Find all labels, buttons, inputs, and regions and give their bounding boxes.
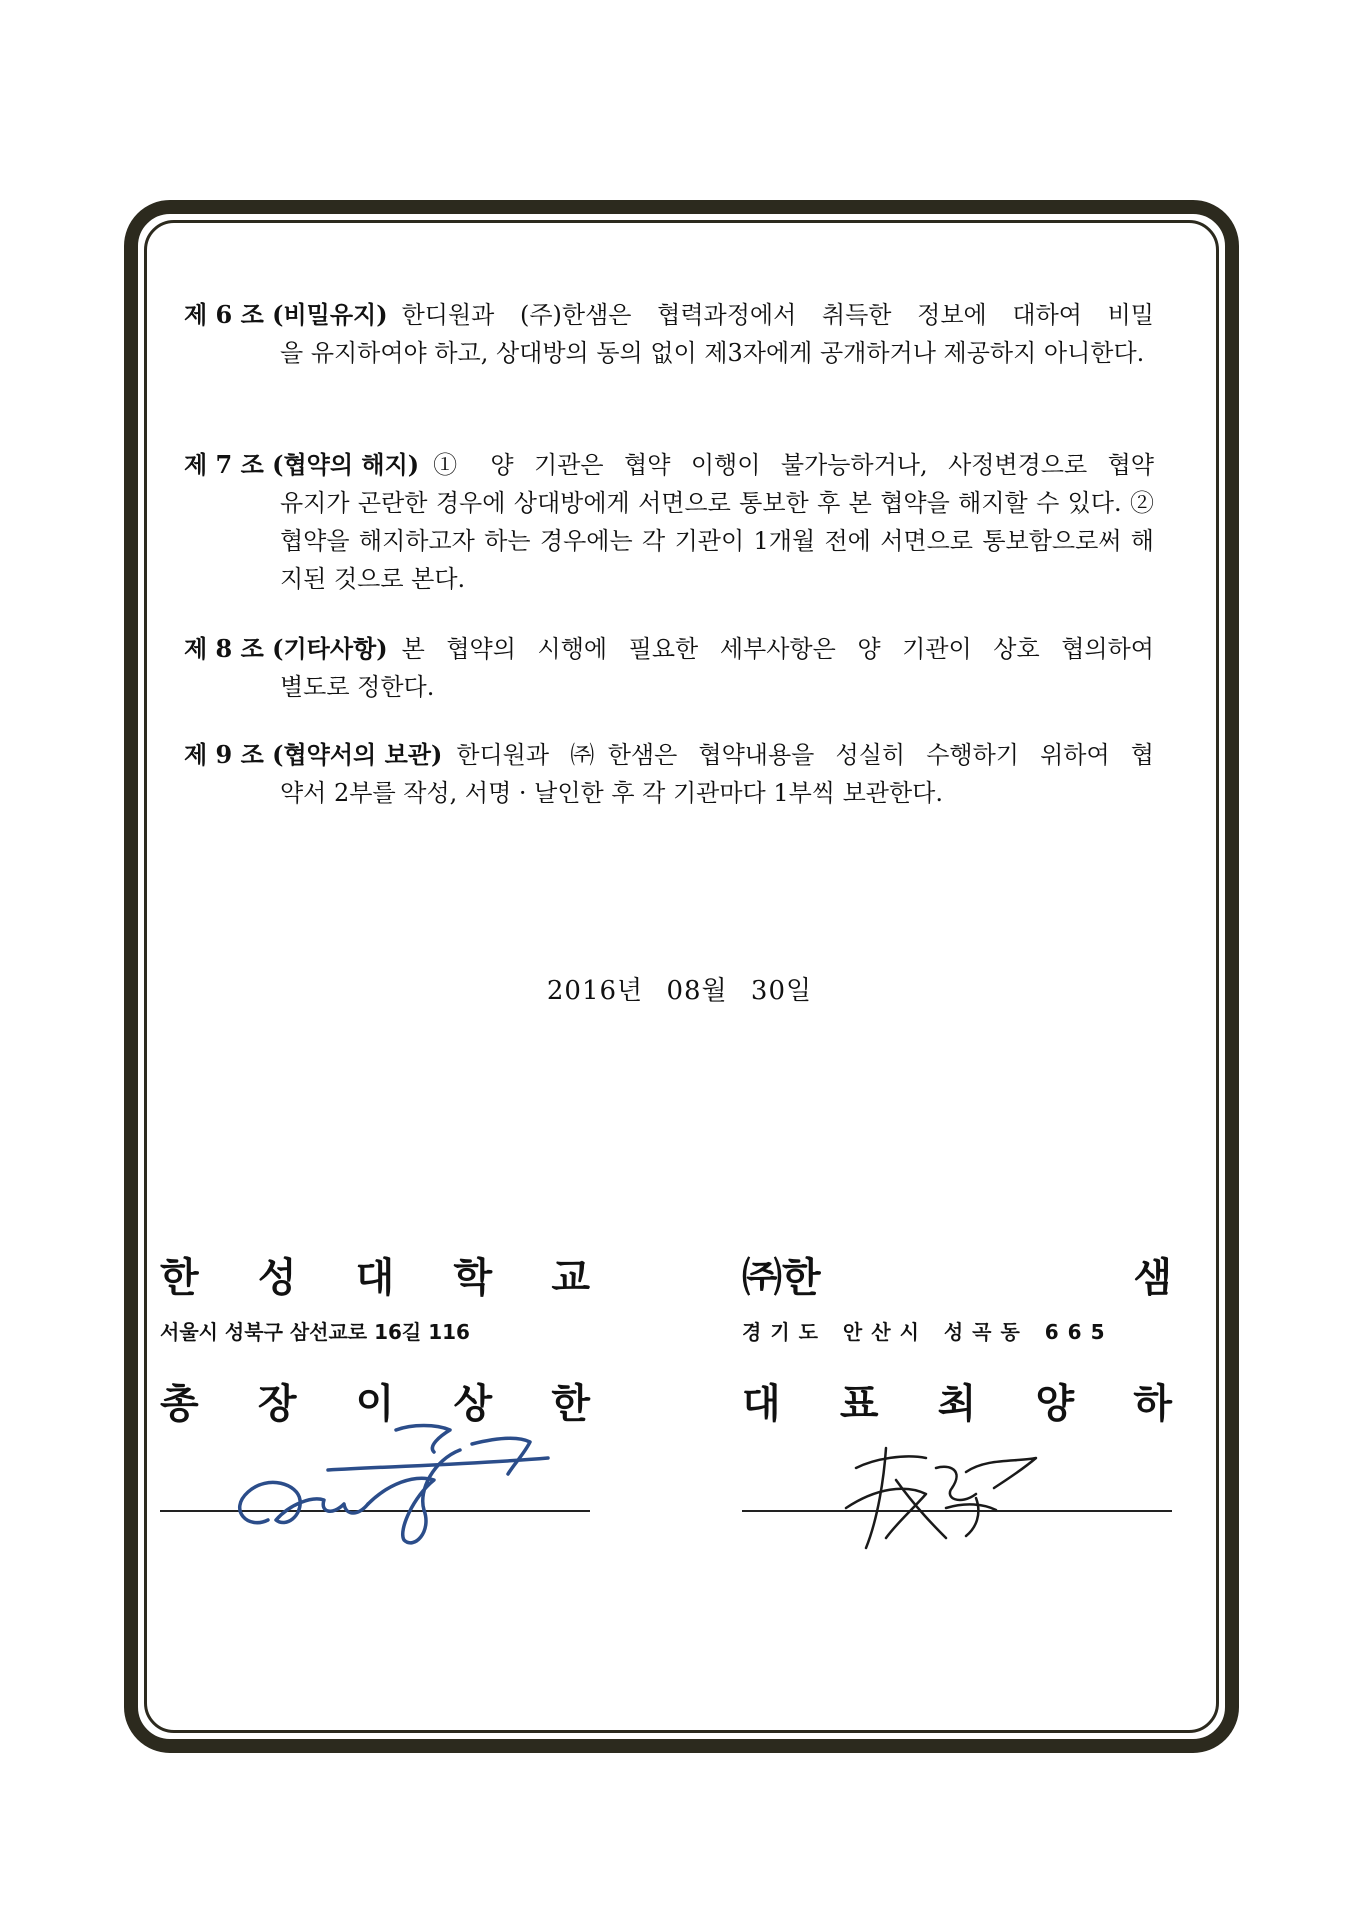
article-6-body: 을 유지하여야 하고, 상대방의 동의 없이 제3자에게 공개하거나 제공하지 아니한다. <box>280 339 1145 367</box>
rep-char: 장 <box>257 1381 297 1427</box>
article-9-heading: 제 9 조 (협약서의 보관) <box>184 740 443 769</box>
rep-char: 최 <box>937 1381 977 1427</box>
org-name <box>160 1246 590 1303</box>
org-name-char: 성 <box>257 1255 297 1301</box>
signature-right <box>826 1428 1066 1558</box>
rep-char: 총 <box>160 1381 199 1427</box>
org-name-char: ㈜한 <box>742 1255 821 1301</box>
article-8-body: 별도로 정한다. <box>280 673 435 701</box>
article-7-line1: ① 양 기관은 협약 이행이 불가능하거나, 사정변경으로 협약 <box>433 451 1154 479</box>
article-8-line1: 본 협약의 시행에 필요한 세부사항은 양 기관이 상호 협의하여 <box>401 635 1154 663</box>
rep-char: 양 <box>1035 1381 1075 1427</box>
org-name-char: 학 <box>453 1255 493 1301</box>
signature-left <box>228 1400 568 1550</box>
article-6 <box>184 296 1154 372</box>
rep-char: 표 <box>839 1381 879 1427</box>
org-name-char: 한 <box>160 1255 199 1301</box>
article-8-heading: 제 8 조 (기타사항) <box>184 634 388 663</box>
rep-char: 상 <box>453 1381 493 1427</box>
rep-char: 대 <box>742 1381 781 1427</box>
rep-char: 한 <box>551 1381 590 1427</box>
org-address: 서울시 성북구 삼선교로 16길 116 <box>160 1320 470 1344</box>
org-name <box>742 1246 1172 1303</box>
article-9-line1: 한디원과 ㈜한샘은 협약내용을 성실히 수행하기 위하여 협 <box>456 741 1154 769</box>
representative <box>742 1372 1172 1429</box>
agreement-date: 2016년 08월 30일 <box>546 976 813 1006</box>
org-name-char: 교 <box>551 1255 590 1301</box>
article-7 <box>184 446 1154 598</box>
article-8 <box>184 630 1154 706</box>
article-7-body: 유지가 곤란한 경우에 상대방에게 서면으로 통보한 후 본 협약을 해지할 수 있다. ② 협약을 해지하고자 하는 경우에는 각 기관이 1개월 전에 서면으로 통보함으로써 해지된 것으로 본다. <box>280 489 1154 593</box>
article-9 <box>184 736 1154 812</box>
article-6-line1: 한디원과 (주)한샘은 협력과정에서 취득한 정보에 대하여 비밀 <box>401 301 1154 329</box>
org-address: 경기도 안산시 성곡동 665 <box>742 1320 1114 1344</box>
article-7-heading: 제 7 조 (협약의 해지) <box>184 450 420 479</box>
org-name-char: 샘 <box>1133 1255 1172 1301</box>
rep-char: 이 <box>355 1381 395 1427</box>
org-name-char: 대 <box>355 1255 395 1301</box>
rep-char: 하 <box>1133 1381 1172 1427</box>
article-9-body: 약서 2부를 작성, 서명 · 날인한 후 각 기관마다 1부씩 보관한다. <box>280 779 943 807</box>
article-6-heading: 제 6 조 (비밀유지) <box>184 300 388 329</box>
